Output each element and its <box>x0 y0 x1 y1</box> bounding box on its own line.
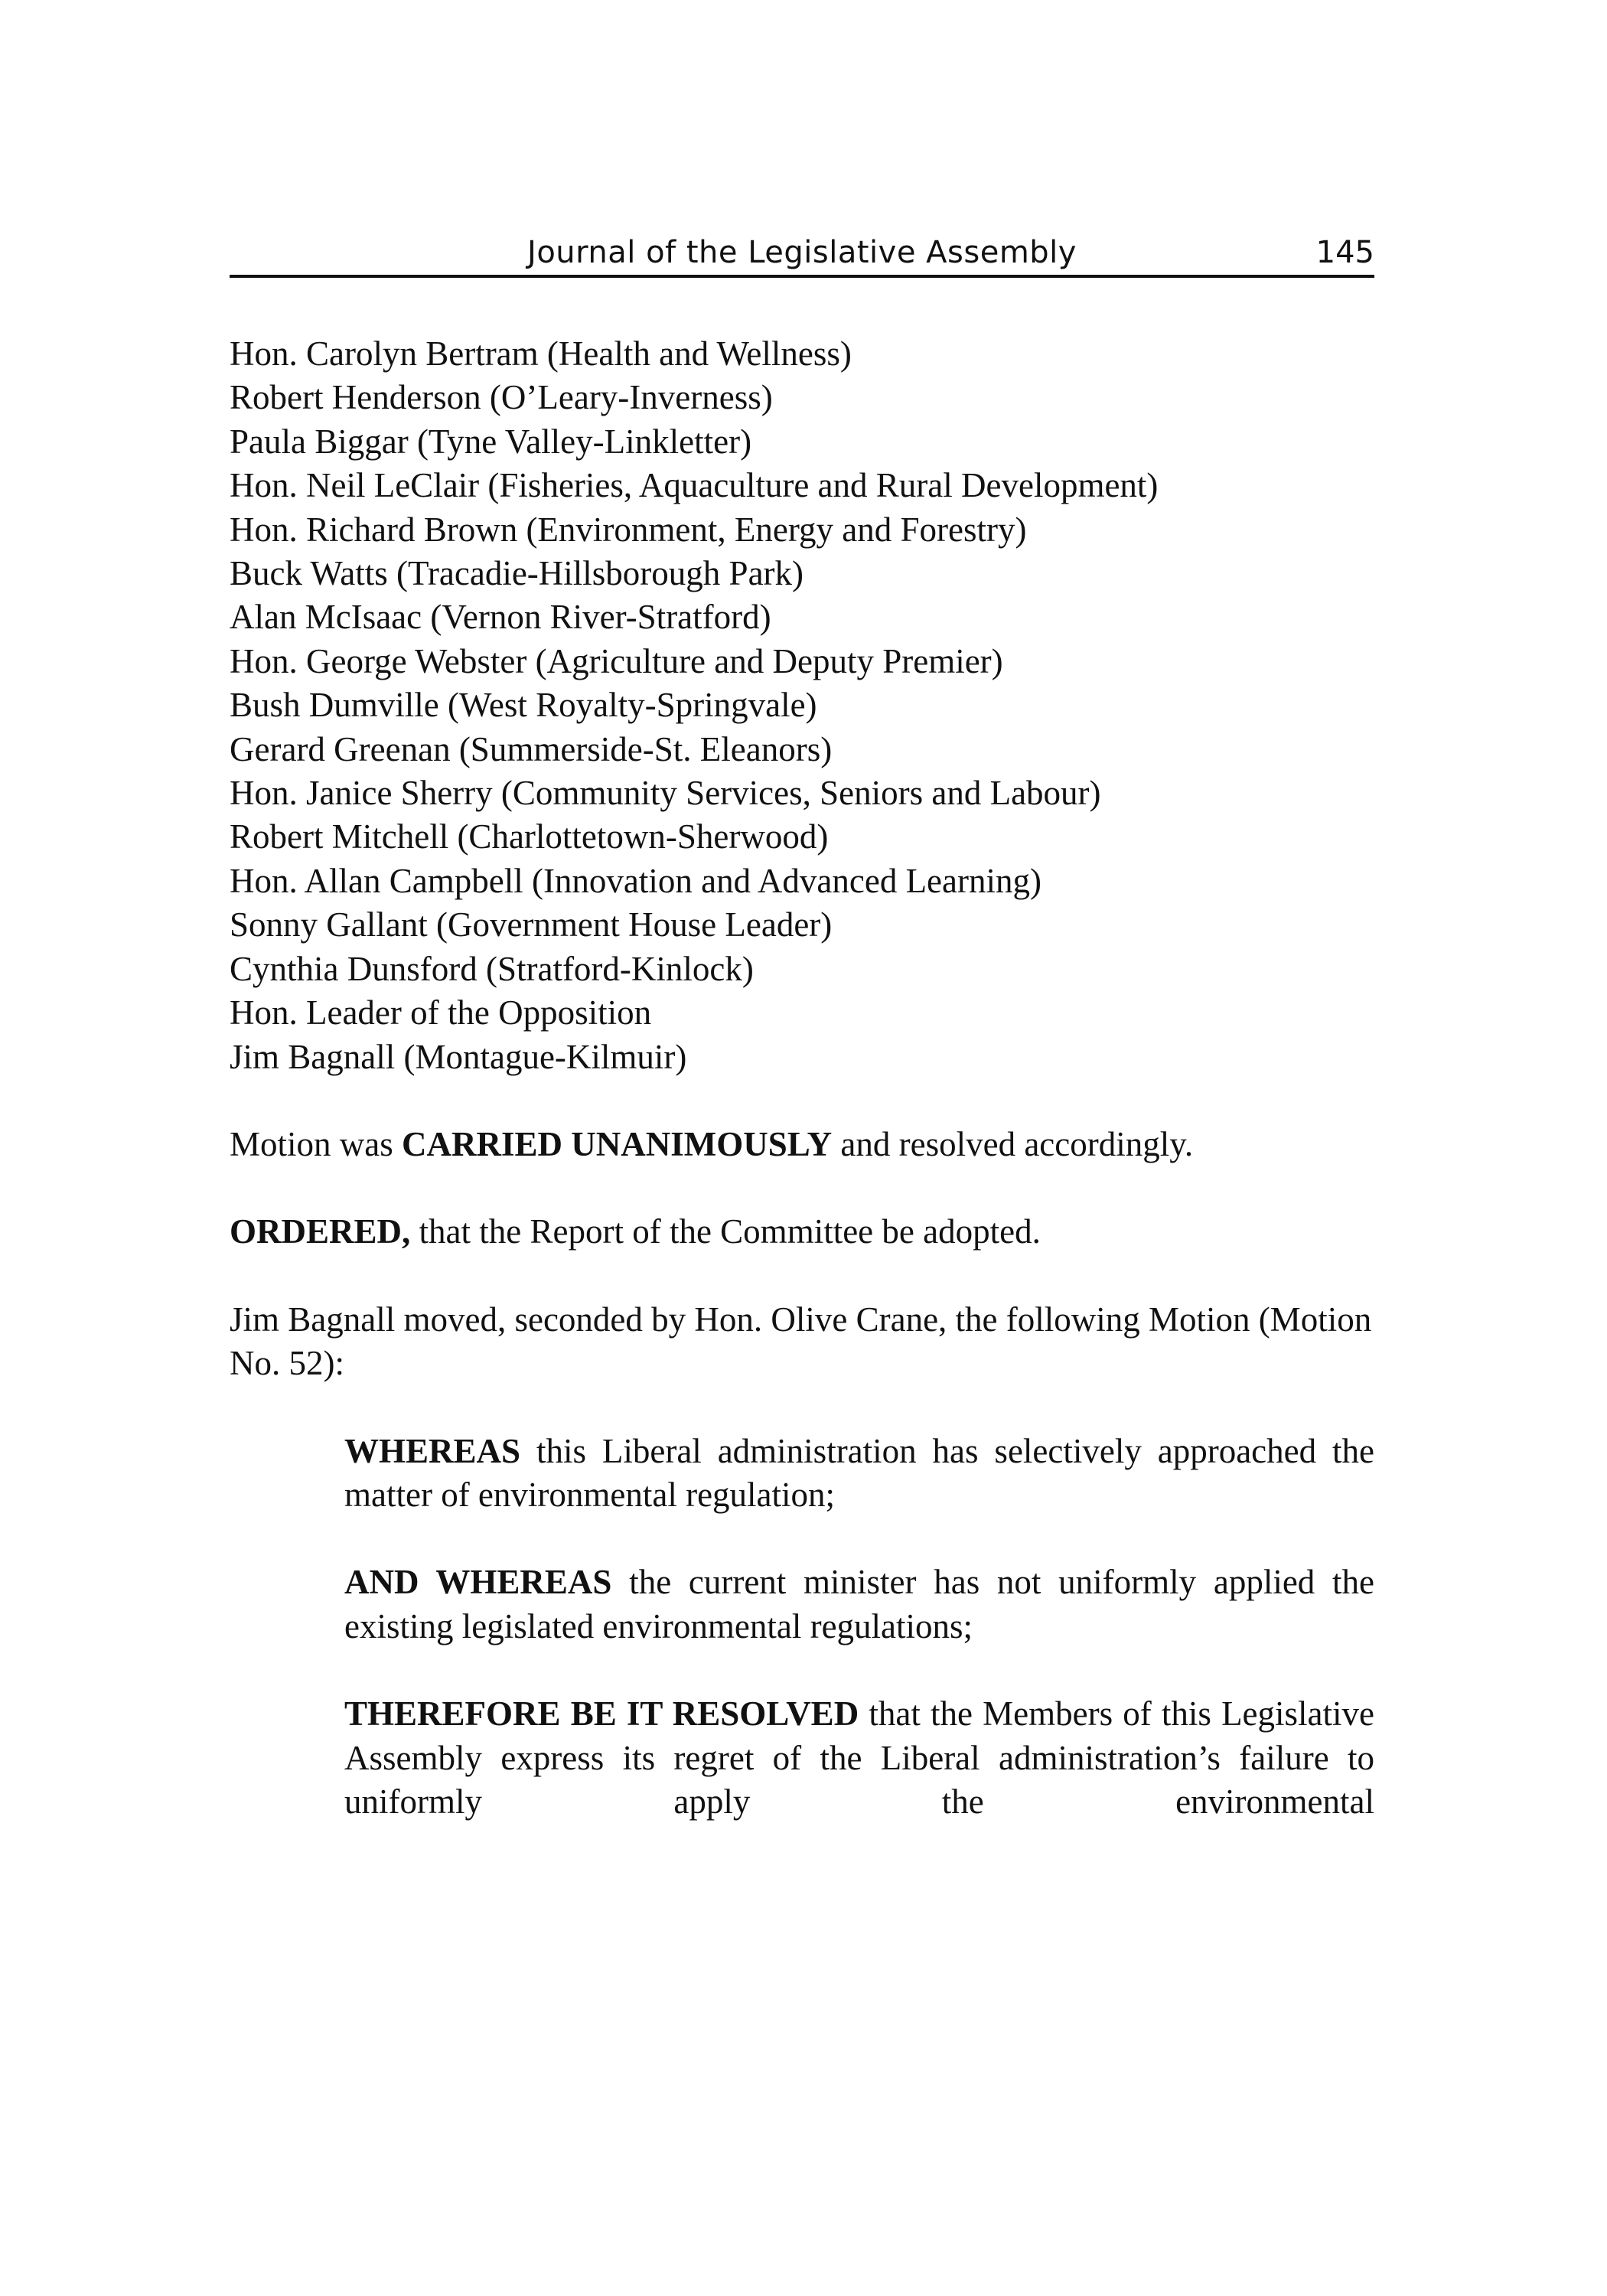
clause-text: this Liberal administration has selectively approached the matter of environmental regulation; <box>344 1431 1374 1514</box>
motion-intro: Jim Bagnall moved, seconded by Hon. Olive Crane, the following Motion (Motion No. 52): <box>230 1300 1372 1383</box>
body-text <box>230 332 1374 1824</box>
member-entry: Sonny Gallant (Government House Leader) <box>230 905 833 944</box>
resolved-clause <box>344 1692 1374 1824</box>
member-entry: Robert Mitchell (Charlottetown-Sherwood) <box>230 817 829 856</box>
ordered-suffix: that the Report of the Committee be adopted. <box>410 1212 1041 1251</box>
running-header <box>230 230 1374 276</box>
member-entry: Robert Henderson (O’Leary-Inverness) <box>230 378 773 417</box>
member-entry: Hon. Neil LeClair (Fisheries, Aquaculture and Rural Development) <box>230 466 1159 505</box>
member-entry: Hon. Leader of the Opposition <box>230 993 652 1032</box>
clause-keyword: WHEREAS <box>344 1431 521 1470</box>
header-title: Journal of the Legislative Assembly <box>527 235 1077 270</box>
member-entry: Hon. Janice Sherry (Community Services, Seniors and Labour) <box>230 774 1101 813</box>
member-entry: Hon. Richard Brown (Environment, Energy and Forestry) <box>230 510 1027 549</box>
member-entry: Hon. George Webster (Agriculture and Deputy Premier) <box>230 641 1003 680</box>
member-entry: Bush Dumville (West Royalty-Springvale) <box>230 686 817 725</box>
ordered-bold: ORDERED, <box>230 1212 411 1251</box>
clause-keyword: AND WHEREAS <box>344 1563 612 1602</box>
carried-suffix: and resolved accordingly. <box>832 1124 1194 1163</box>
member-entry: Gerard Greenan (Summerside-St. Eleanors) <box>230 729 833 768</box>
member-entry: Jim Bagnall (Montague-Kilmuir) <box>230 1037 687 1076</box>
carried-prefix: Motion was <box>230 1124 402 1163</box>
header-rule <box>230 275 1374 278</box>
carried-bold: CARRIED UNANIMOUSLY <box>402 1124 833 1163</box>
clause-text: the current minister has not uniformly applied the existing legislated environmental regulations; <box>344 1563 1375 1645</box>
page-number: 145 <box>1315 235 1374 270</box>
member-entry: Alan McIsaac (Vernon River-Stratford) <box>230 598 771 637</box>
ordered-paragraph <box>230 1210 1374 1254</box>
clause-keyword: THEREFORE BE IT RESOLVED <box>344 1694 859 1733</box>
member-entry: Hon. Carolyn Bertram (Health and Wellness) <box>230 334 852 373</box>
member-list <box>230 332 1374 1079</box>
and-whereas-clause <box>344 1561 1374 1649</box>
member-entry: Buck Watts (Tracadie-Hillsborough Park) <box>230 554 804 593</box>
carried-paragraph <box>230 1123 1374 1166</box>
whereas-clause <box>344 1430 1374 1518</box>
member-entry: Paula Biggar (Tyne Valley-Linkletter) <box>230 422 752 461</box>
clause-text: that the Members of this Legislative Assembly express its regret of the Liberal administration’s failure to uniformly apply the environmental <box>344 1694 1374 1821</box>
member-entry: Cynthia Dunsford (Stratford-Kinlock) <box>230 949 754 988</box>
member-entry: Hon. Allan Campbell (Innovation and Advanced Learning) <box>230 861 1041 900</box>
